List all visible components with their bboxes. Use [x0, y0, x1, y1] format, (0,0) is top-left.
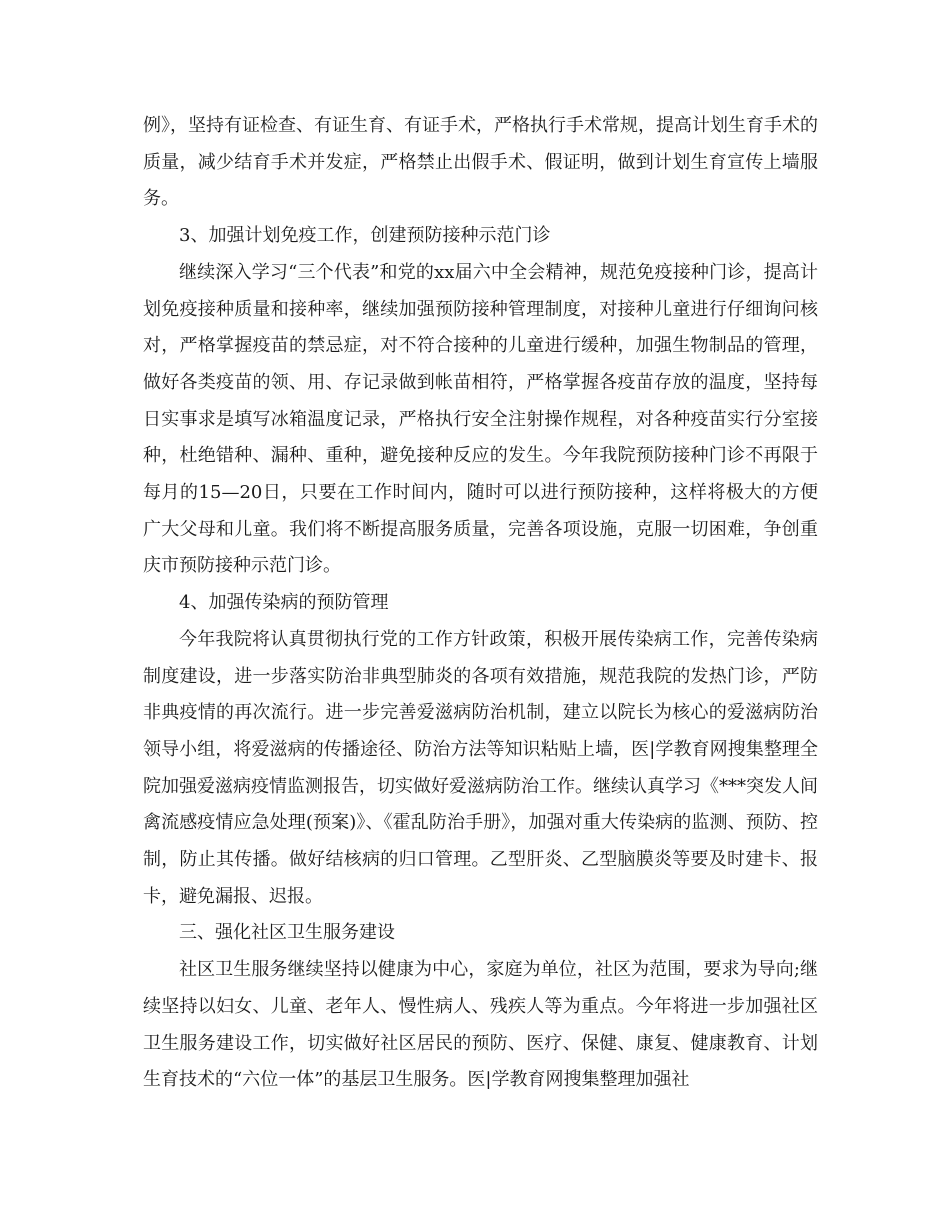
- paragraph-family-planning-tail: 例》，坚持有证检查、有证生育、有证手术，严格执行手术常规，提高计划生育手术的质量，减少结育手术并发症，严格禁止出假手术、假证明，做到计划生育宣传上墙服务。: [143, 115, 818, 210]
- section-heading-infectious-disease: 4、加强传染病的预防管理: [179, 592, 389, 614]
- section-heading-immunization: 3、加强计划免疫工作，创建预防接种示范门诊: [179, 225, 551, 247]
- paragraph-infectious-disease: 今年我院将认真贯彻执行党的工作方针政策，积极开展传染病工作，完善传染病制度建设，进一步落实防治非典型肺炎的各项有效措施，规范我院的发热门诊，严防非典疫情的再次流行。进一步完善爱滋病防治机制，建立以院长为核心的爱滋病防治领导小组，将爱滋病的传播途径、防治方法等知识粘贴上墙，医|学教育网搜集整理全院加强爱滋病疫情监测报告，切实做好爱滋病防治工作。继续认真学习《***突发人间禽流感疫情应急处理(预案)》、《霍乱防治手册》，加强对重大传染病的监测、预防、控制，防止其传播。做好结核病的归口管理。乙型肝炎、乙型脑膜炎等要及时建卡、报卡，避免漏报、迟报。: [143, 628, 818, 907]
- section-heading-community-health: 三、强化社区卫生服务建设: [179, 922, 395, 944]
- paragraph-community-health: 社区卫生服务继续坚持以健康为中心，家庭为单位，社区为范围，要求为导向;继续坚持以妇女、儿童、老年人、慢性病人、残疾人等为重点。今年将进一步加强社区卫生服务建设工作，切实做好社区居民的预防、医疗、保健、康复、健康教育、计划生育技术的“六位一体”的基层卫生服务。医|学教育网搜集整理加强社: [143, 959, 818, 1091]
- paragraph-immunization: 继续深入学习“三个代表”和党的xx届六中全会精神，规范免疫接种门诊，提高计划免疫接种质量和接种率，继续加强预防接种管理制度，对接种儿童进行仔细询问核对，严格掌握疫苗的禁忌症，对不符合接种的儿童进行缓种，加强生物制品的管理，做好各类疫苗的领、用、存记录做到帐苗相符，严格掌握各疫苗存放的温度，坚持每日实事求是填写冰箱温度记录，严格执行安全注射操作规程，对各种疫苗实行分室接种，杜绝错种、漏种、重种，避免接种反应的发生。今年我院预防接种门诊不再限于每月的15—20日，只要在工作时间内，随时可以进行预防接种，这样将极大的方便广大父母和儿童。我们将不断提高服务质量，完善各项设施，克服一切困难，争创重庆市预防接种示范门诊。: [143, 261, 818, 577]
- document-body: [143, 108, 818, 1099]
